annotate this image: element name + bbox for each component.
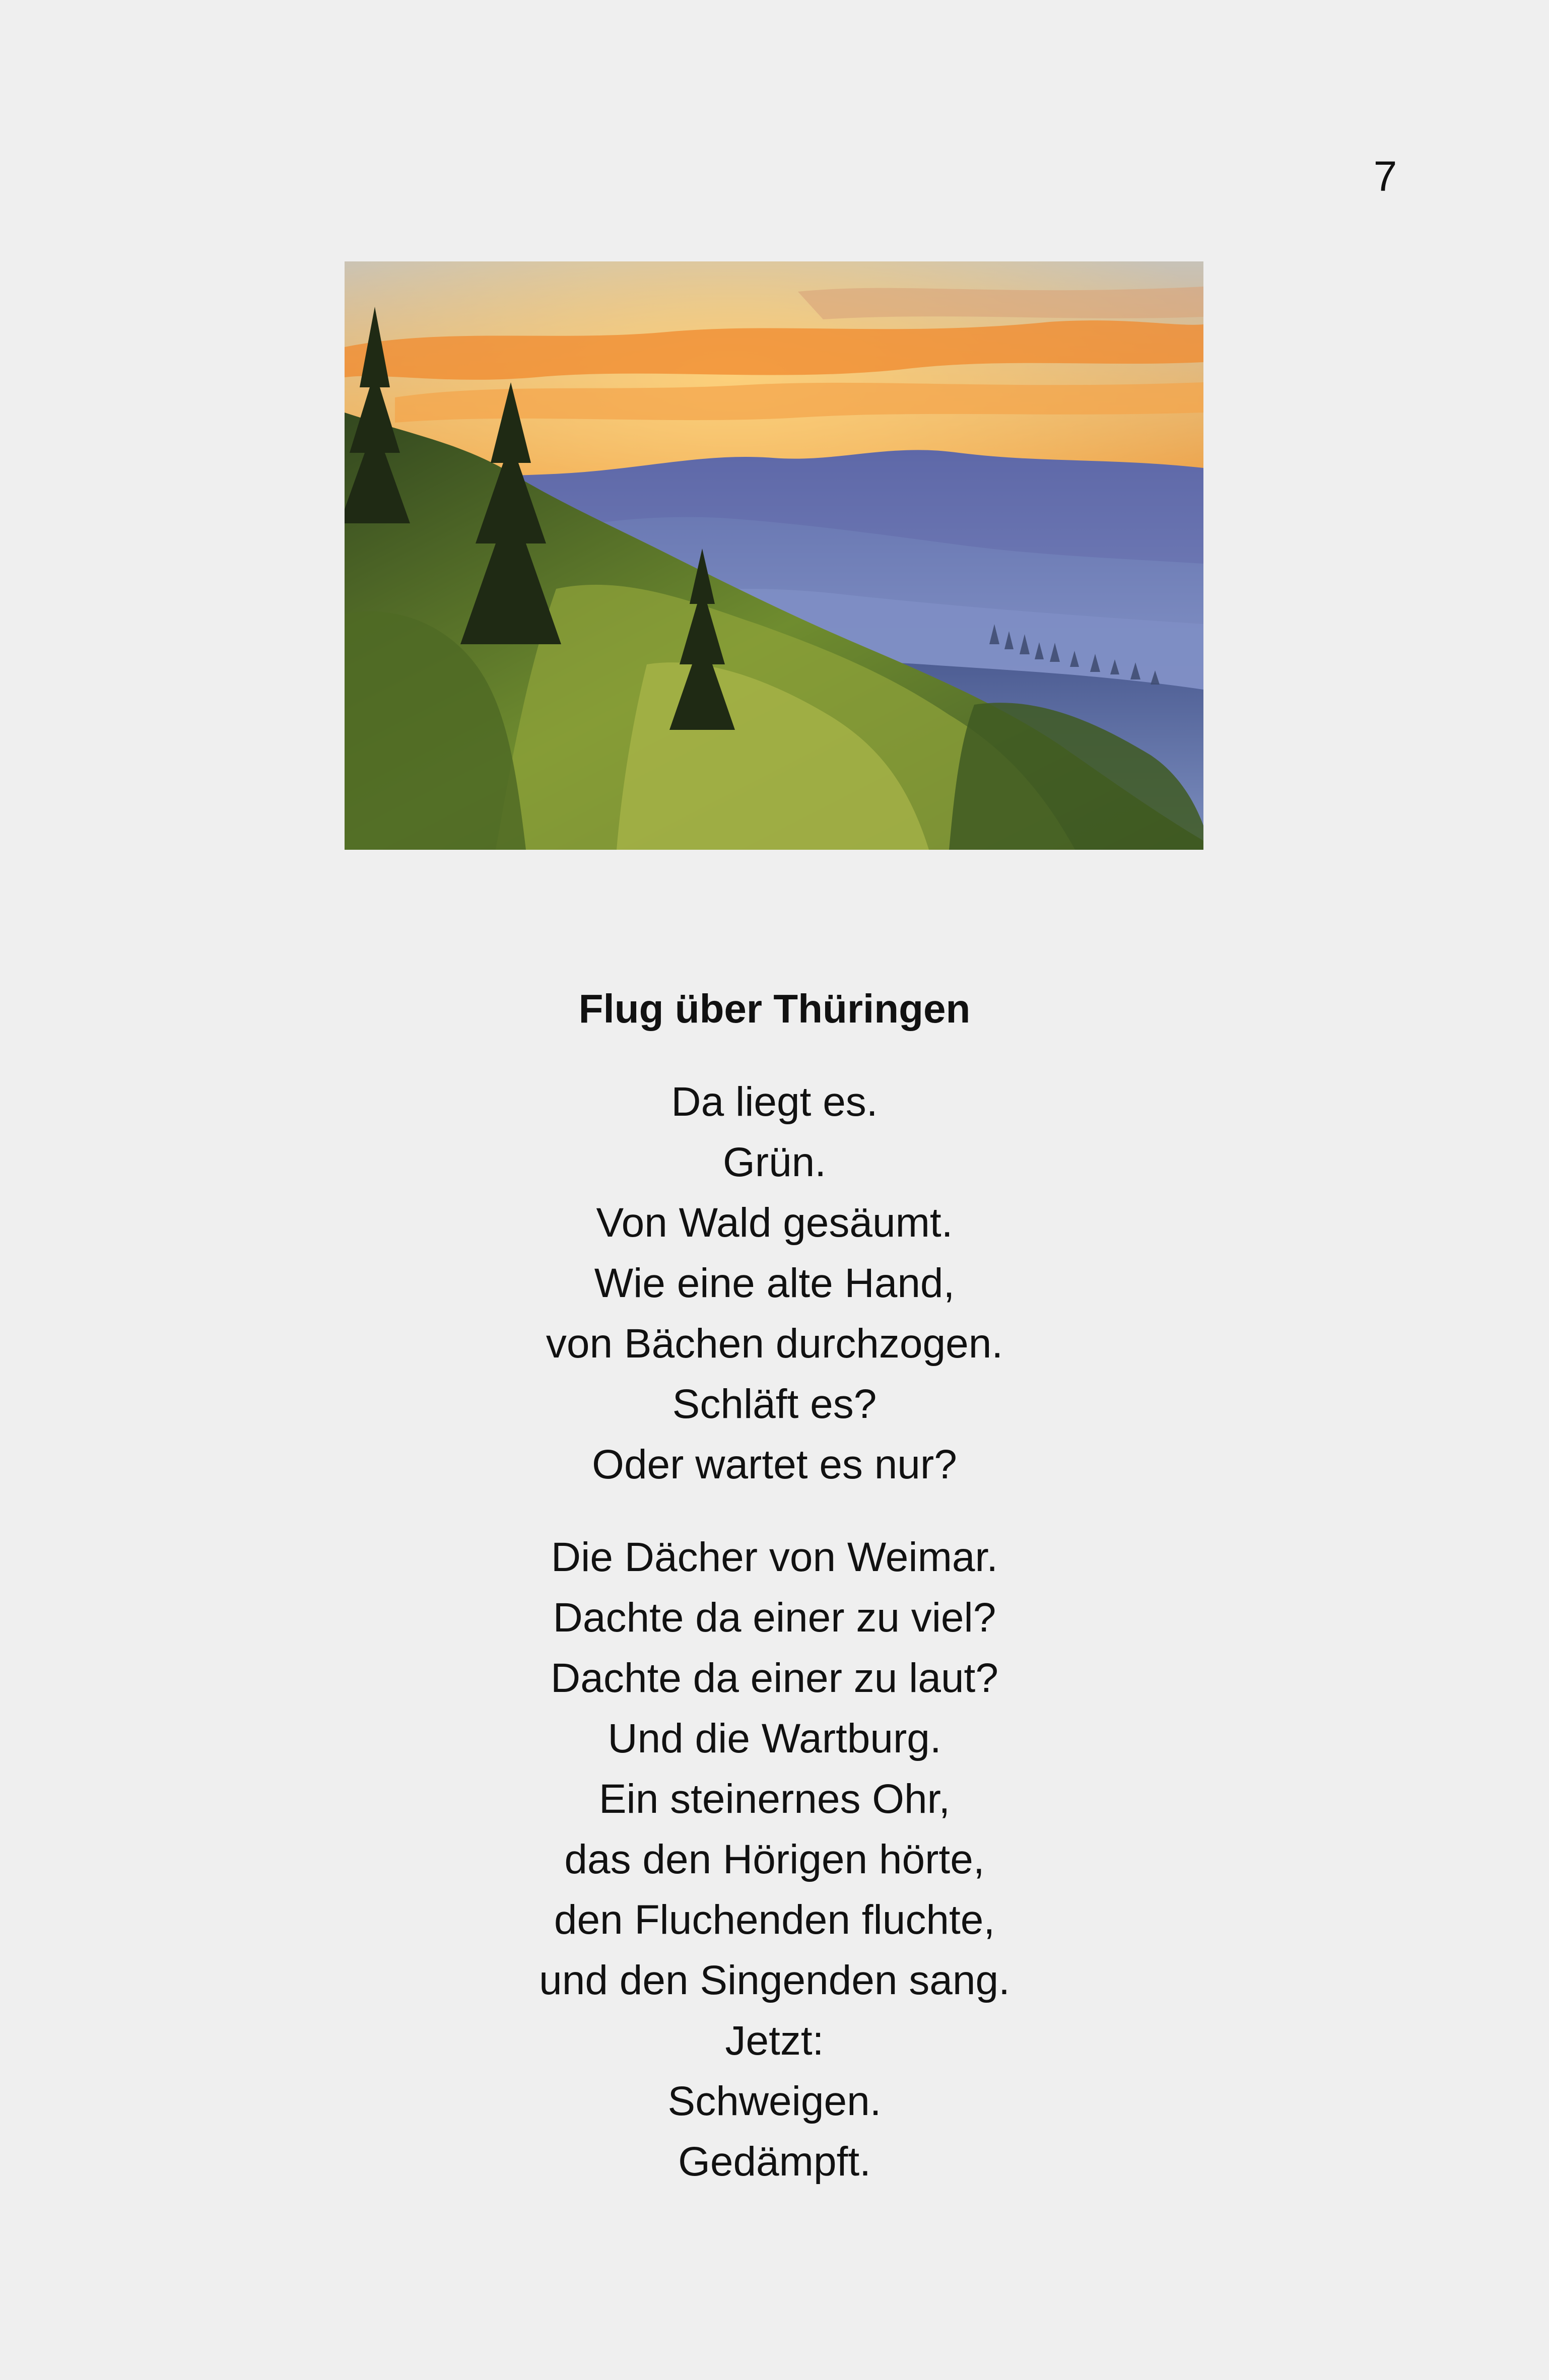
poem-stanza-1 xyxy=(0,1072,1549,1495)
poem-line: Ein steinernes Ohr, xyxy=(598,1776,951,1822)
poem-line: Von Wald gesäumt. xyxy=(596,1200,953,1246)
poem-title: Flug über Thüringen xyxy=(578,986,971,1031)
poem-line: Wie eine alte Hand, xyxy=(594,1260,955,1306)
poem-line: Die Dächer von Weimar. xyxy=(551,1534,998,1580)
poem-stanza-2 xyxy=(0,1527,1549,2192)
poem-line: Oder wartet es nur? xyxy=(592,1442,957,1487)
poem-line: den Fluchenden fluchte, xyxy=(554,1897,995,1943)
poem-line: Und die Wartburg. xyxy=(608,1716,941,1761)
landscape-photo-svg xyxy=(345,261,1203,850)
poem-line: Dachte da einer zu laut? xyxy=(551,1655,998,1701)
page-number: 7 xyxy=(1373,153,1397,200)
poem-line: das den Hörigen hörte, xyxy=(564,1837,985,1882)
poem-line: Da liegt es. xyxy=(671,1079,878,1125)
poem-line: Schläft es? xyxy=(672,1381,877,1427)
poem xyxy=(0,981,1549,2224)
poem-line: Grün. xyxy=(722,1139,827,1185)
poem-line: und den Singenden sang. xyxy=(539,1957,1010,2003)
poem-line: Schweigen. xyxy=(667,2078,882,2124)
poem-line: Jetzt: xyxy=(725,2018,824,2064)
poem-line: Gedämpft. xyxy=(678,2139,871,2185)
poem-line: Dachte da einer zu viel? xyxy=(553,1595,996,1641)
poem-line: von Bächen durchzogen. xyxy=(546,1321,1003,1367)
landscape-photo xyxy=(345,261,1203,850)
